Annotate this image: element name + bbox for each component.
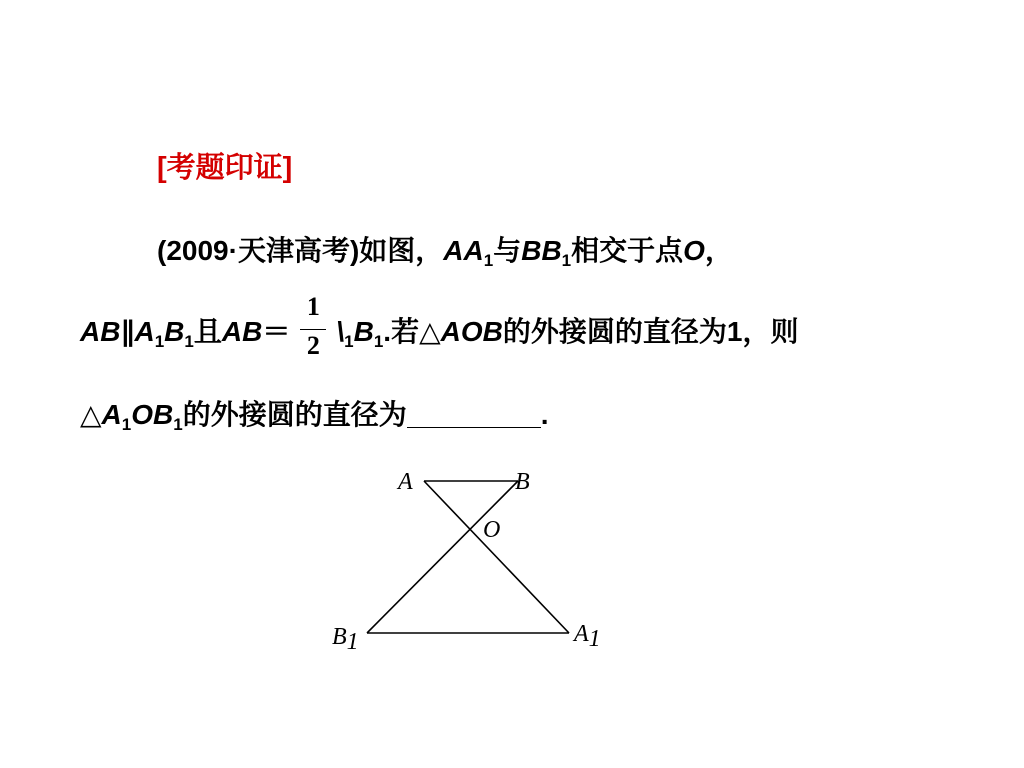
math-aob: AOB (440, 316, 503, 347)
parallel-symbol: ∥ (120, 316, 135, 347)
section-heading: [考题印证] (157, 152, 293, 184)
subscript: 1 (121, 415, 132, 434)
text: ，则 (742, 316, 799, 347)
text: .若△ (383, 316, 441, 347)
text: 如图， (359, 235, 444, 266)
fraction-bar (300, 329, 326, 330)
fraction-numerator: 1 (306, 292, 320, 321)
geometry-figure (320, 458, 620, 658)
label-a1-letter: A (574, 621, 589, 647)
label-a1-subscript: 1 (588, 626, 601, 652)
subscript: 1 (344, 332, 354, 351)
subscript: 1 (173, 415, 183, 434)
subscript: 1 (154, 332, 165, 351)
math-aa: AA (443, 235, 484, 266)
label-a: A (398, 469, 413, 495)
subscript: 1 (184, 332, 194, 351)
math-a: A (101, 399, 122, 430)
label-b1-subscript: 1 (346, 629, 359, 655)
text: . (540, 399, 549, 430)
text: 的外接圆的直径为 (182, 399, 407, 430)
label-o: O (483, 517, 501, 543)
number: 1 (726, 316, 743, 347)
text: 且 (193, 316, 222, 347)
math-b: B (353, 316, 374, 347)
math-a-partial: \ (336, 316, 345, 347)
math-ob: OB (131, 399, 174, 430)
math-o: O (683, 235, 705, 266)
math-ab: AB (221, 316, 263, 347)
math-bb: BB (521, 235, 562, 266)
math-b: B (164, 316, 185, 347)
fraction-one-half (298, 292, 334, 360)
label-b1 (332, 624, 359, 655)
math-ab: AB (80, 316, 121, 347)
label-a1 (572, 621, 601, 652)
subscript: 1 (373, 332, 384, 351)
equals-sign: ＝ (262, 316, 291, 347)
answer-blank (407, 401, 541, 428)
label-b: B (515, 469, 530, 495)
problem-source: (2009·天津高考) (157, 235, 360, 266)
problem-line-1 (157, 234, 733, 268)
problem-line-2 (80, 292, 799, 360)
fraction-denominator: 2 (306, 331, 320, 360)
math-a: A (134, 316, 155, 347)
segment-aa1 (424, 481, 569, 633)
text: 与 (493, 235, 522, 266)
subscript: 1 (483, 251, 494, 270)
label-b1-letter: B (332, 624, 347, 650)
text: 相交于点 (571, 235, 684, 266)
segment-bb1 (367, 481, 518, 633)
text: 的外接圆的直径为 (502, 316, 727, 347)
text: ， (704, 235, 733, 266)
triangle-symbol: △ (80, 399, 102, 430)
problem-line-3 (80, 398, 549, 432)
subscript: 1 (561, 251, 572, 270)
